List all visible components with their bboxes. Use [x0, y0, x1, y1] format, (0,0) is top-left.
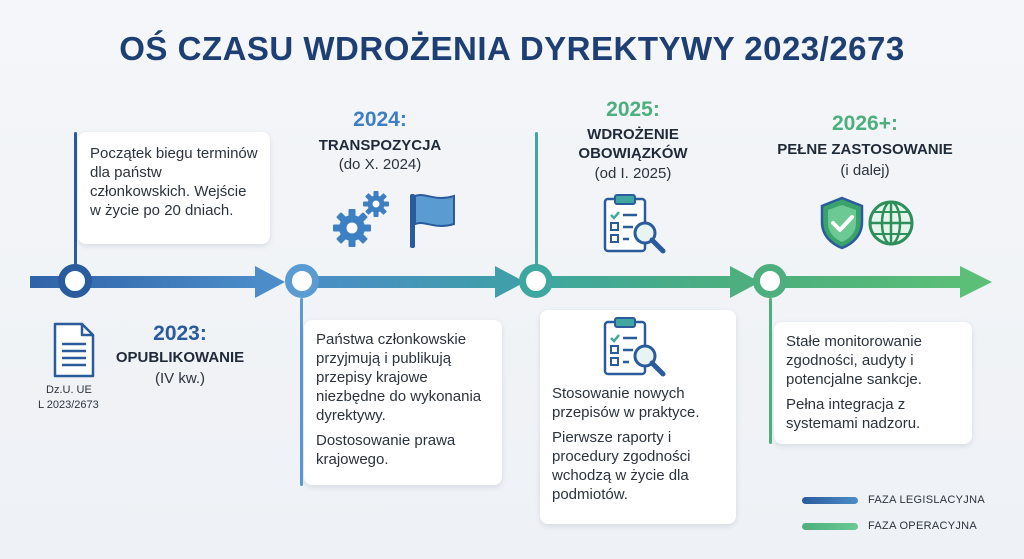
timeline-node-2023	[58, 264, 92, 298]
timeline-arrow	[30, 262, 995, 302]
card-2026	[774, 322, 972, 444]
sub-2026: (i dalej)	[840, 162, 890, 179]
legend-swatch-operational	[802, 523, 858, 530]
card-2024-text-1: Państwa członkowskie przyjmują i publikują przepisy krajowe niezbędne do wykonania dyrektywy.	[316, 331, 482, 424]
flag-icon	[406, 190, 458, 250]
card-2026-text-2: Pełna integracja z systemami nadzoru.	[786, 396, 921, 432]
clipboard-magnifier-icon	[601, 316, 667, 380]
clipboard-magnifier-icon	[601, 193, 667, 257]
sub-2024: (do X. 2024)	[338, 156, 422, 173]
connector-2024	[300, 298, 303, 486]
card-2024-text-2: Dostosowanie prawa krajowego.	[316, 432, 456, 468]
doc-label-line2: L 2023/2673	[38, 399, 99, 411]
phase-2024: TRANSPOZYCJA	[318, 137, 442, 154]
arrow-segment-2026	[770, 266, 992, 298]
phase-2025-line1: WDROŻENIE	[587, 126, 679, 143]
doc-label-line1: Dz.U. UE	[46, 384, 92, 396]
card-2026-text-1: Stałe monitorowanie zgodności, audyty i potencjalne sankcje.	[786, 333, 922, 388]
sub-2023: (IV kw.)	[154, 370, 205, 387]
connector-2023	[74, 132, 77, 266]
globe-icon	[866, 198, 916, 248]
timeline-node-2025	[519, 264, 553, 298]
phase-2025-line2: OBOWIĄZKÓW	[578, 145, 688, 162]
legend-label-operational: FAZA OPERACYJNA	[868, 520, 978, 532]
document-icon	[52, 322, 96, 378]
arrow-segment-2024	[300, 266, 525, 298]
card-2024	[304, 320, 502, 485]
card-2023	[78, 132, 270, 244]
connector-2025	[535, 132, 538, 266]
page-title: OŚ CZASU WDROŻENIA DYREKTYWY 2023/2673	[119, 30, 905, 67]
year-2026: 2026+:	[832, 112, 898, 135]
legend-swatch-legislative	[802, 497, 858, 504]
year-2024: 2024:	[353, 108, 407, 131]
arrow-segment-2025	[535, 266, 760, 298]
phase-2026: PEŁNE ZASTOSOWANIE	[777, 141, 953, 158]
card-2025-text-2: Pierwsze raporty i procedury zgodności wchodzą w życie dla podmiotów.	[552, 429, 691, 503]
timeline-node-2026	[753, 264, 787, 298]
connector-2026	[769, 298, 772, 444]
legend-label-legislative: FAZA LEGISLACYJNA	[868, 494, 985, 506]
phase-2023: OPUBLIKOWANIE	[115, 349, 245, 366]
gears-icon	[330, 188, 392, 250]
year-2025: 2025:	[606, 98, 660, 121]
sub-2025: (od I. 2025)	[594, 165, 672, 182]
card-2025-text-1: Stosowanie nowych przepisów w praktyce.	[552, 385, 700, 421]
card-2023-text: Początek biegu terminów dla państw członkowskich. Wejście w życie po 20 dniach.	[90, 145, 258, 219]
shield-check-icon	[818, 196, 866, 250]
timeline-node-2024	[285, 264, 319, 298]
year-2023: 2023:	[153, 322, 207, 345]
